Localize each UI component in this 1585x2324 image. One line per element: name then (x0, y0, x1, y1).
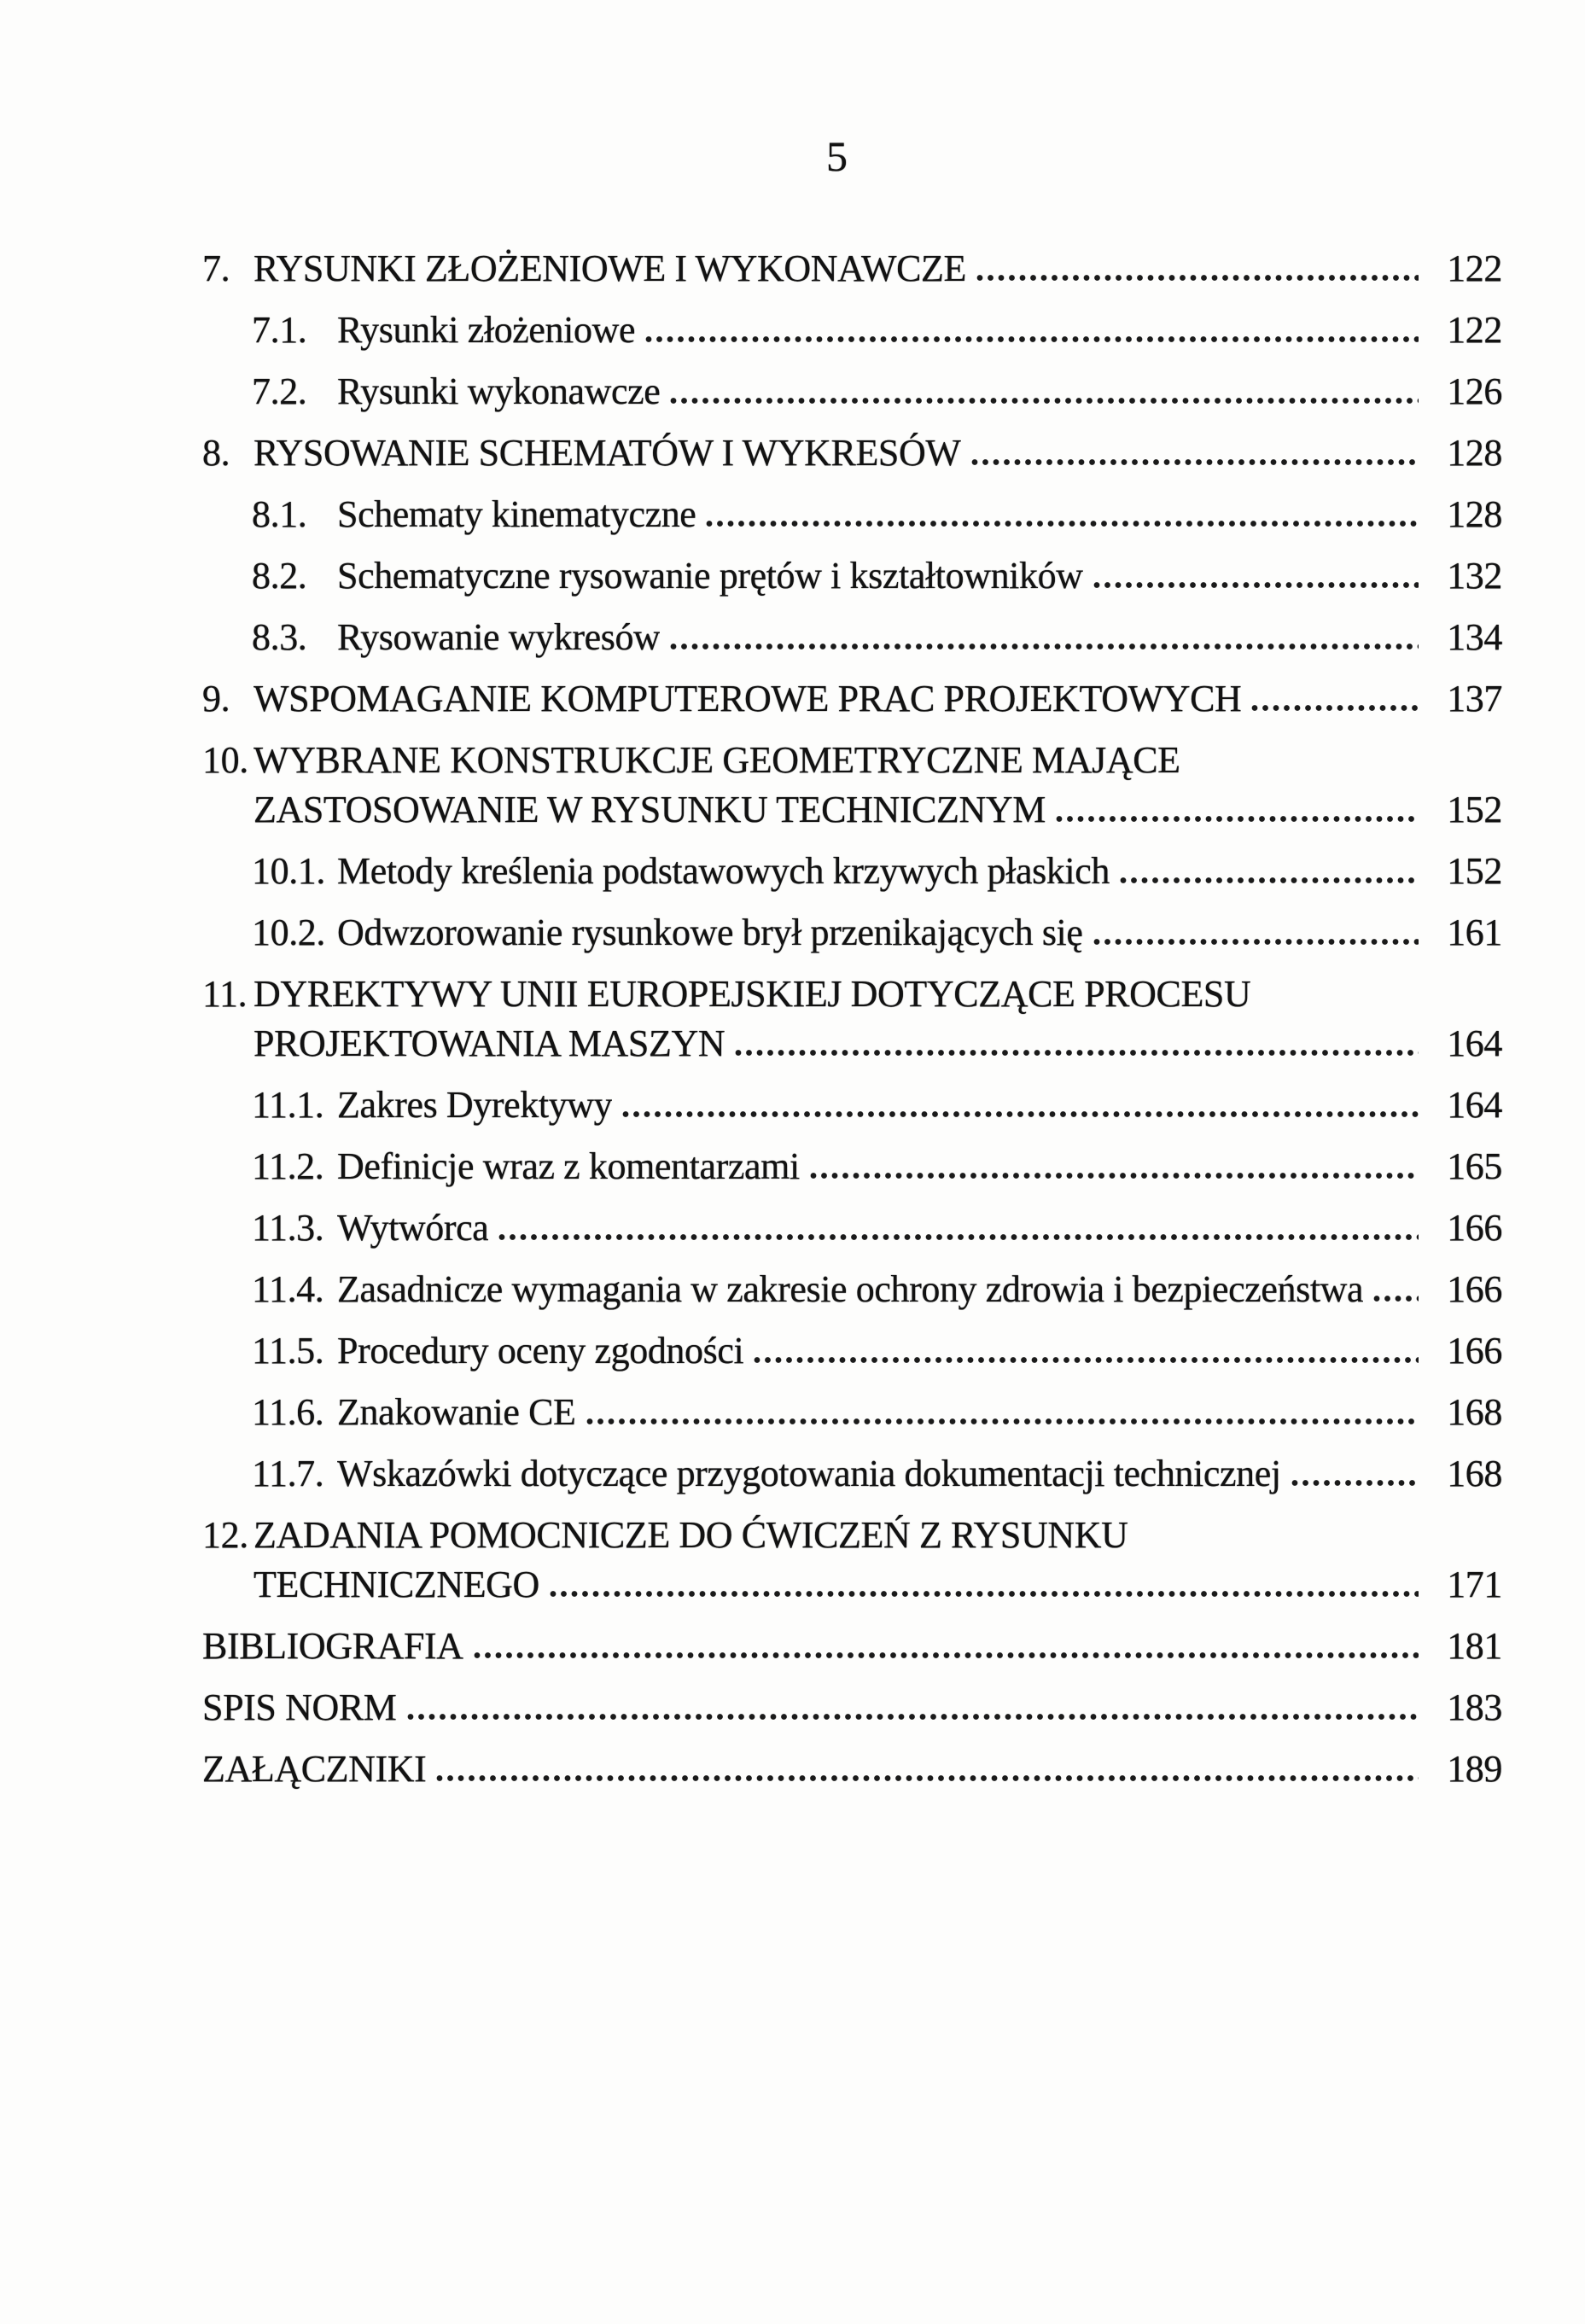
entry-number: 10. (202, 739, 248, 781)
toc-entry-row (202, 428, 1502, 478)
dot-leader (645, 335, 1419, 343)
dot-leader (670, 397, 1419, 405)
dot-leader (1093, 938, 1419, 946)
entry-page-number: 168 (1447, 1453, 1502, 1494)
entry-page-number: 161 (1447, 912, 1502, 953)
entry-title: Schematy kinematyczne (337, 493, 696, 535)
entry-number: 12. (202, 1514, 248, 1556)
toc-entry (202, 1080, 1502, 1130)
toc-entry-row (202, 674, 1502, 724)
toc-entry (202, 1622, 1502, 1671)
entry-page-number: 165 (1447, 1145, 1502, 1187)
entry-title: RYSOWANIE SCHEMATÓW I WYKRESÓW (253, 432, 961, 474)
entry-number: 7.2. (252, 370, 307, 412)
dot-leader (550, 1590, 1419, 1598)
toc-entry-row (202, 1744, 1502, 1794)
toc-entry (202, 1326, 1502, 1376)
toc-entry-row (202, 908, 1502, 958)
toc-entry (202, 1203, 1502, 1253)
entry-page-number: 137 (1447, 678, 1502, 719)
dot-leader (735, 1049, 1419, 1057)
toc-entry-row (202, 1622, 1502, 1671)
entry-title: Definicje wraz z komentarzami (337, 1145, 800, 1187)
toc-entry (202, 428, 1502, 478)
dot-leader (971, 458, 1419, 466)
dot-leader (407, 1713, 1419, 1721)
entry-page-number: 122 (1447, 248, 1502, 289)
entry-title: Wskazówki dotyczące przygotowania dokumentacji technicznej (337, 1453, 1281, 1494)
entry-number: 7.1. (252, 309, 307, 351)
dot-leader (706, 520, 1419, 527)
toc-entry (202, 736, 1502, 835)
entry-title: ZAŁĄCZNIKI (202, 1748, 427, 1790)
entry-title: ZADANIA POMOCNICZE DO ĆWICZEŃ Z RYSUNKU (253, 1514, 1128, 1556)
dot-leader (754, 1356, 1419, 1364)
entry-title: DYREKTYWY UNII EUROPEJSKIEJ DOTYCZĄCE PROCESU (253, 973, 1251, 1015)
toc-entry-row (202, 1080, 1502, 1130)
dot-leader (586, 1418, 1419, 1425)
entry-title: Rysowanie wykresów (337, 616, 661, 658)
entry-number: 11.5. (252, 1330, 324, 1372)
entry-title: Metody kreślenia podstawowych krzywych płaskich (337, 850, 1110, 892)
toc-entry (202, 367, 1502, 416)
toc-entry-row (202, 1019, 1502, 1069)
toc-entry (202, 970, 1502, 1069)
entry-page-number: 128 (1447, 432, 1502, 474)
toc-entry (202, 1265, 1502, 1314)
toc-entry-row (202, 1683, 1502, 1733)
entry-number: 11.4. (252, 1268, 324, 1310)
toc-entry-row (202, 785, 1502, 835)
dot-leader (498, 1233, 1419, 1241)
toc-entry-row (202, 613, 1502, 662)
entry-page-number: 166 (1447, 1330, 1502, 1372)
entry-page-number: 168 (1447, 1391, 1502, 1433)
entry-page-number: 122 (1447, 309, 1502, 351)
entry-page-number: 126 (1447, 370, 1502, 412)
toc-entry-row (202, 244, 1502, 294)
entry-title: WYBRANE KONSTRUKCJE GEOMETRYCZNE MAJĄCE (253, 739, 1180, 781)
entry-number: 8. (202, 432, 230, 474)
toc-entry-row (202, 1142, 1502, 1191)
toc-entry (202, 1683, 1502, 1733)
entry-page-number: 166 (1447, 1268, 1502, 1310)
entry-page-number: 166 (1447, 1207, 1502, 1249)
toc-entry (202, 244, 1502, 294)
entry-title: WSPOMAGANIE KOMPUTEROWE PRAC PROJEKTOWYCH (253, 678, 1242, 719)
toc-entry-row (202, 1326, 1502, 1376)
toc-entry (202, 490, 1502, 539)
dot-leader (1291, 1479, 1419, 1487)
entry-number: 11. (202, 973, 248, 1015)
dot-leader (1373, 1295, 1419, 1302)
entry-title: Procedury oceny zgodności (337, 1330, 744, 1372)
toc-entry (202, 908, 1502, 958)
entry-page-number: 132 (1447, 555, 1502, 597)
entry-number: 11.7. (252, 1453, 324, 1494)
toc-entry-row (202, 847, 1502, 896)
entry-title: SPIS NORM (202, 1686, 397, 1728)
entry-number: 11.6. (252, 1391, 324, 1433)
toc-entry-row (202, 1511, 1502, 1560)
toc-entry (202, 1511, 1502, 1610)
dot-leader (622, 1110, 1419, 1118)
entry-number: 9. (202, 678, 230, 719)
entry-title: Rysunki wykonawcze (337, 370, 661, 412)
toc-entry-row (202, 490, 1502, 539)
toc-entry (202, 1142, 1502, 1191)
dot-leader (810, 1172, 1419, 1179)
entry-number: 11.3. (252, 1207, 324, 1249)
entry-page-number: 171 (1447, 1564, 1502, 1605)
toc-entry (202, 674, 1502, 724)
entry-title: TECHNICZNEGO (253, 1564, 539, 1605)
dot-leader (670, 643, 1419, 650)
entry-title: Schematyczne rysowanie prętów i kształtowników (337, 555, 1083, 597)
entry-number: 10.1. (252, 850, 326, 892)
entry-page-number: 164 (1447, 1022, 1502, 1064)
toc-entry-row (202, 367, 1502, 416)
toc-entry-row (202, 970, 1502, 1019)
entry-page-number: 189 (1447, 1748, 1502, 1790)
dot-leader (436, 1774, 1419, 1782)
toc-entry-row (202, 306, 1502, 355)
toc-entry-row (202, 1388, 1502, 1437)
entry-number: 8.3. (252, 616, 307, 658)
entry-page-number: 183 (1447, 1686, 1502, 1728)
toc-entry-row (202, 1560, 1502, 1610)
entry-title: Zakres Dyrektywy (337, 1084, 613, 1126)
toc-entry-row (202, 1449, 1502, 1499)
entry-title: Znakowanie CE (337, 1391, 576, 1433)
entry-number: 8.1. (252, 493, 307, 535)
toc-entry-row (202, 551, 1502, 601)
entry-page-number: 152 (1447, 789, 1502, 830)
toc-entry (202, 1449, 1502, 1499)
toc-entry (202, 1388, 1502, 1437)
dot-leader (976, 274, 1419, 282)
entry-title: Wytwórca (337, 1207, 489, 1249)
toc-entry-row (202, 736, 1502, 785)
entry-title: BIBLIOGRAFIA (202, 1625, 463, 1667)
entry-number: 7. (202, 248, 230, 289)
dot-leader (474, 1651, 1419, 1659)
entry-title: ZASTOSOWANIE W RYSUNKU TECHNICZNYM (253, 789, 1046, 830)
entry-number: 11.2. (252, 1145, 324, 1187)
entry-page-number: 128 (1447, 493, 1502, 535)
dot-leader (1251, 704, 1419, 712)
toc-entry (202, 551, 1502, 601)
entry-title: Odwzorowanie rysunkowe brył przenikających się (337, 912, 1083, 953)
dot-leader (1120, 877, 1419, 884)
entry-title: RYSUNKI ZŁOŻENIOWE I WYKONAWCZE (253, 248, 967, 289)
page-number: 5 (826, 132, 848, 180)
toc-entry (202, 1744, 1502, 1794)
entry-title: PROJEKTOWANIA MASZYN (253, 1022, 725, 1064)
toc-entry (202, 613, 1502, 662)
entry-title: Rysunki złożeniowe (337, 309, 636, 351)
toc-list (202, 244, 1502, 1806)
toc-entry (202, 847, 1502, 896)
entry-number: 11.1. (252, 1084, 324, 1126)
entry-page-number: 152 (1447, 850, 1502, 892)
entry-number: 10.2. (252, 912, 326, 953)
entry-page-number: 181 (1447, 1625, 1502, 1667)
entry-page-number: 134 (1447, 616, 1502, 658)
entry-page-number: 164 (1447, 1084, 1502, 1126)
dot-leader (1093, 581, 1419, 589)
toc-entry (202, 306, 1502, 355)
toc-entry-row (202, 1203, 1502, 1253)
toc-entry-row (202, 1265, 1502, 1314)
entry-title: Zasadnicze wymagania w zakresie ochrony zdrowia i bezpieczeństwa (337, 1268, 1364, 1310)
dot-leader (1056, 815, 1419, 823)
entry-number: 8.2. (252, 555, 307, 597)
